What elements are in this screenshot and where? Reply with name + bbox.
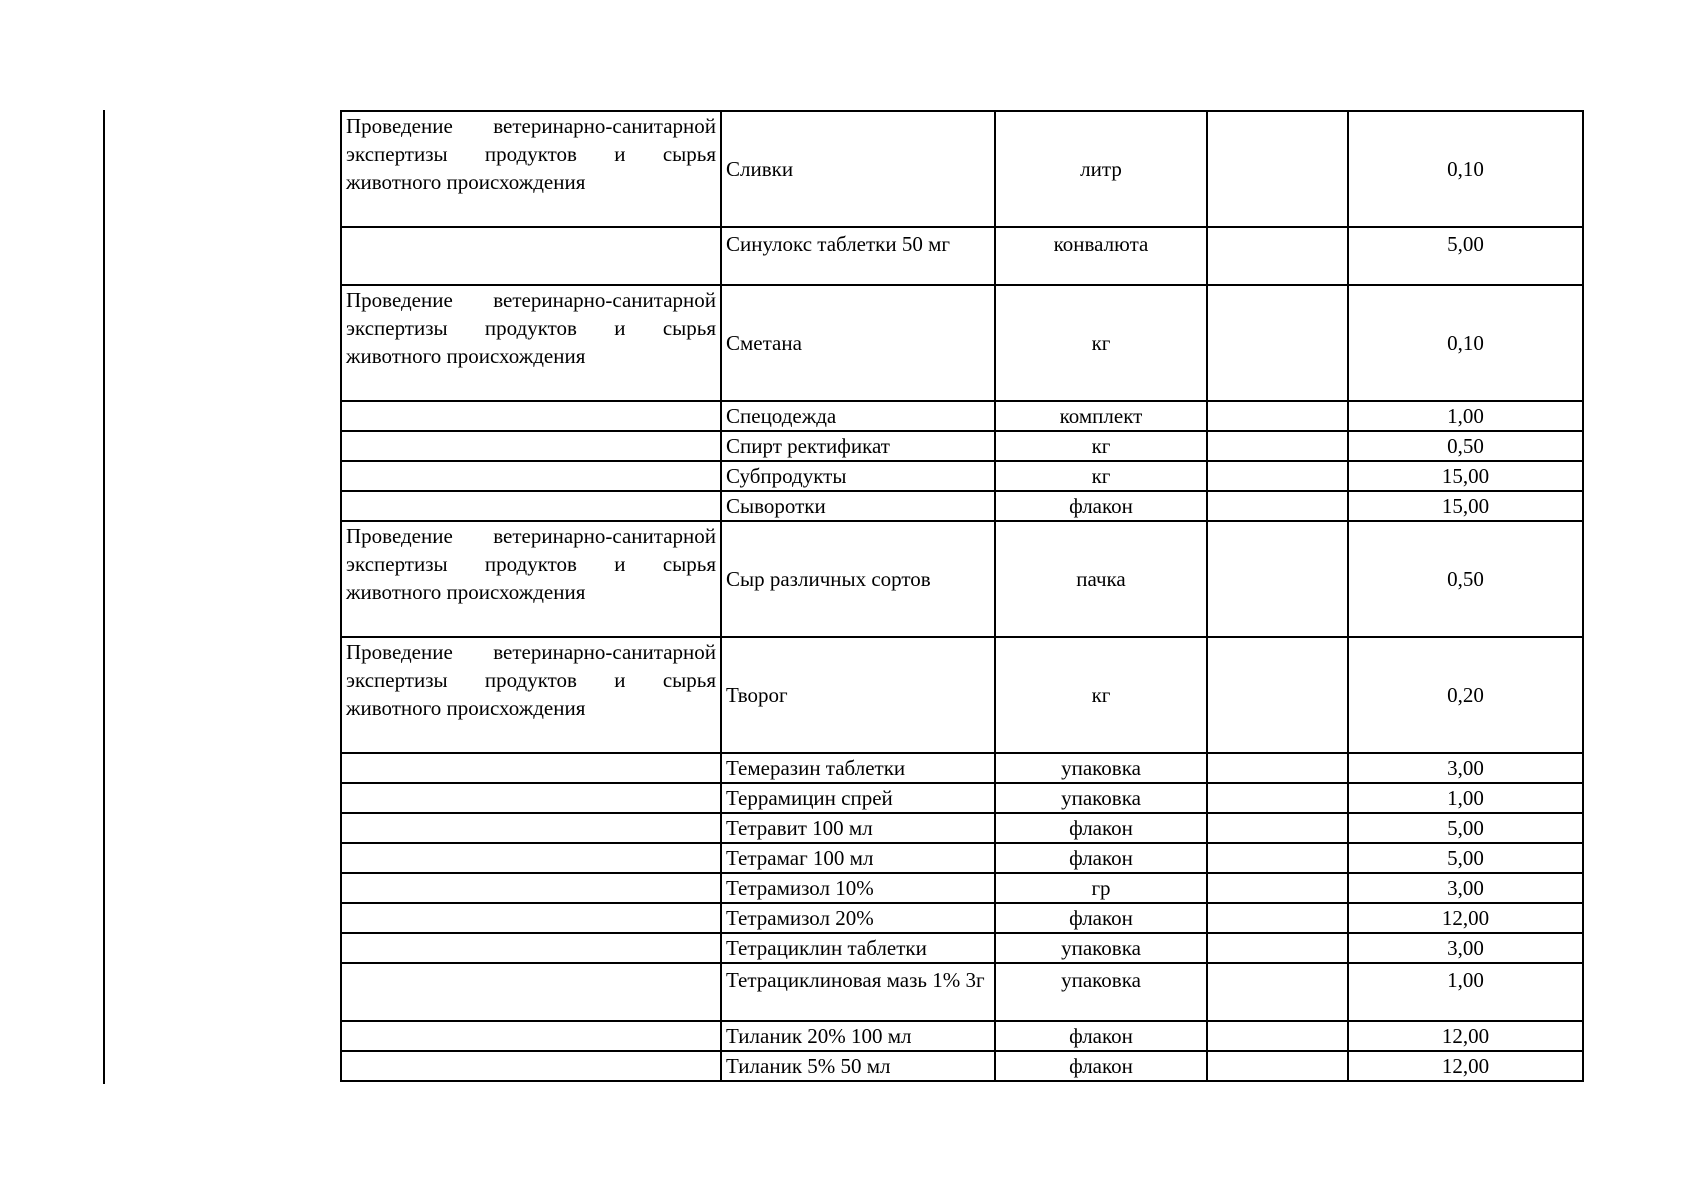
purpose-cell [341, 933, 721, 963]
purpose-text: Проведение ветеринарно-санитарной экспертизы продуктов и сырья животного происхождения [346, 524, 716, 604]
purpose-cell [341, 903, 721, 933]
unit-cell: упаковка [995, 753, 1207, 783]
unit-cell: гр [995, 873, 1207, 903]
purpose-text: Проведение ветеринарно-санитарной экспертизы продуктов и сырья животного происхождения [346, 640, 716, 720]
empty-cell [1207, 963, 1348, 1021]
item-name-cell: Сыворотки [721, 491, 995, 521]
purpose-cell [341, 461, 721, 491]
table-row [341, 227, 1583, 285]
item-name-cell: Тетрамизол 10% [721, 873, 995, 903]
left-margin-line [103, 110, 105, 1084]
quantity-cell: 5,00 [1348, 843, 1583, 873]
unit-cell: кг [995, 637, 1207, 753]
empty-cell [1207, 933, 1348, 963]
purpose-cell [341, 1051, 721, 1081]
purpose-cell [341, 285, 721, 401]
quantity-cell: 3,00 [1348, 933, 1583, 963]
empty-cell [1207, 461, 1348, 491]
quantity-cell: 12,00 [1348, 1051, 1583, 1081]
item-name-cell: Тетрамаг 100 мл [721, 843, 995, 873]
quantity-cell: 1,00 [1348, 963, 1583, 1021]
unit-cell: флакон [995, 903, 1207, 933]
purpose-cell [341, 431, 721, 461]
quantity-cell: 1,00 [1348, 783, 1583, 813]
unit-cell: пачка [995, 521, 1207, 637]
empty-cell [1207, 1021, 1348, 1051]
empty-cell [1207, 227, 1348, 285]
item-name-cell: Спирт ректификат [721, 431, 995, 461]
empty-cell [1207, 873, 1348, 903]
empty-cell [1207, 401, 1348, 431]
quantity-cell: 5,00 [1348, 813, 1583, 843]
purpose-cell [341, 963, 721, 1021]
item-name-cell: Тетрациклиновая мазь 1% 3г [721, 963, 995, 1021]
quantity-cell: 12,00 [1348, 903, 1583, 933]
unit-cell: кг [995, 285, 1207, 401]
table-row [341, 401, 1583, 431]
purpose-cell [341, 1021, 721, 1051]
table-row [341, 491, 1583, 521]
item-name-cell: Темеразин таблетки [721, 753, 995, 783]
unit-cell: литр [995, 111, 1207, 227]
table-row [341, 1021, 1583, 1051]
purpose-cell [341, 111, 721, 227]
quantity-cell: 0,50 [1348, 431, 1583, 461]
table-row [341, 431, 1583, 461]
unit-cell: кг [995, 431, 1207, 461]
empty-cell [1207, 753, 1348, 783]
table-row [341, 637, 1583, 753]
quantity-cell: 12,00 [1348, 1021, 1583, 1051]
purpose-cell [341, 783, 721, 813]
table-row [341, 843, 1583, 873]
table-row [341, 813, 1583, 843]
unit-cell: конвалюта [995, 227, 1207, 285]
unit-cell: упаковка [995, 933, 1207, 963]
empty-cell [1207, 903, 1348, 933]
table-row [341, 521, 1583, 637]
item-name-cell: Спецодежда [721, 401, 995, 431]
quantity-cell: 0,50 [1348, 521, 1583, 637]
empty-cell [1207, 111, 1348, 227]
empty-cell [1207, 1051, 1348, 1081]
empty-cell [1207, 843, 1348, 873]
purpose-cell [341, 491, 721, 521]
table-row [341, 753, 1583, 783]
empty-cell [1207, 285, 1348, 401]
item-name-cell: Террамицин спрей [721, 783, 995, 813]
quantity-cell: 0,20 [1348, 637, 1583, 753]
unit-cell: упаковка [995, 783, 1207, 813]
table-row [341, 285, 1583, 401]
quantity-cell: 15,00 [1348, 461, 1583, 491]
unit-cell: кг [995, 461, 1207, 491]
table-row [341, 963, 1583, 1021]
purpose-cell [341, 843, 721, 873]
quantity-cell: 0,10 [1348, 285, 1583, 401]
unit-cell: комплект [995, 401, 1207, 431]
quantity-cell: 5,00 [1348, 227, 1583, 285]
item-name-cell: Тиланик 20% 100 мл [721, 1021, 995, 1051]
item-name-cell: Сметана [721, 285, 995, 401]
purpose-cell [341, 227, 721, 285]
item-name-cell: Синулокс таблетки 50 мг [721, 227, 995, 285]
purpose-cell [341, 753, 721, 783]
quantity-cell: 15,00 [1348, 491, 1583, 521]
empty-cell [1207, 783, 1348, 813]
quantity-cell: 3,00 [1348, 753, 1583, 783]
table-row [341, 461, 1583, 491]
item-name-cell: Тетрациклин таблетки [721, 933, 995, 963]
unit-cell: флакон [995, 1021, 1207, 1051]
empty-cell [1207, 431, 1348, 461]
empty-cell [1207, 813, 1348, 843]
purpose-cell [341, 813, 721, 843]
unit-cell: флакон [995, 491, 1207, 521]
empty-cell [1207, 491, 1348, 521]
item-name-cell: Тетрамизол 20% [721, 903, 995, 933]
purpose-cell [341, 873, 721, 903]
item-name-cell: Сыр различных сортов [721, 521, 995, 637]
quantity-cell: 3,00 [1348, 873, 1583, 903]
purpose-cell [341, 637, 721, 753]
table-row [341, 111, 1583, 227]
item-name-cell: Тиланик 5% 50 мл [721, 1051, 995, 1081]
item-name-cell: Тетравит 100 мл [721, 813, 995, 843]
item-name-cell: Субпродукты [721, 461, 995, 491]
unit-cell: флакон [995, 1051, 1207, 1081]
quantity-cell: 1,00 [1348, 401, 1583, 431]
purpose-text: Проведение ветеринарно-санитарной экспертизы продуктов и сырья животного происхождения [346, 288, 716, 368]
item-name-cell: Творог [721, 637, 995, 753]
purpose-cell [341, 401, 721, 431]
unit-cell: упаковка [995, 963, 1207, 1021]
quantity-cell: 0,10 [1348, 111, 1583, 227]
materials-table [340, 110, 1584, 1082]
purpose-cell [341, 521, 721, 637]
empty-cell [1207, 637, 1348, 753]
table-row [341, 933, 1583, 963]
table-row [341, 1051, 1583, 1081]
table-row [341, 903, 1583, 933]
unit-cell: флакон [995, 843, 1207, 873]
table-row [341, 873, 1583, 903]
unit-cell: флакон [995, 813, 1207, 843]
empty-cell [1207, 521, 1348, 637]
table-row [341, 783, 1583, 813]
materials-table-body [341, 111, 1583, 1081]
purpose-text: Проведение ветеринарно-санитарной экспертизы продуктов и сырья животного происхождения [346, 114, 716, 194]
item-name-cell: Сливки [721, 111, 995, 227]
